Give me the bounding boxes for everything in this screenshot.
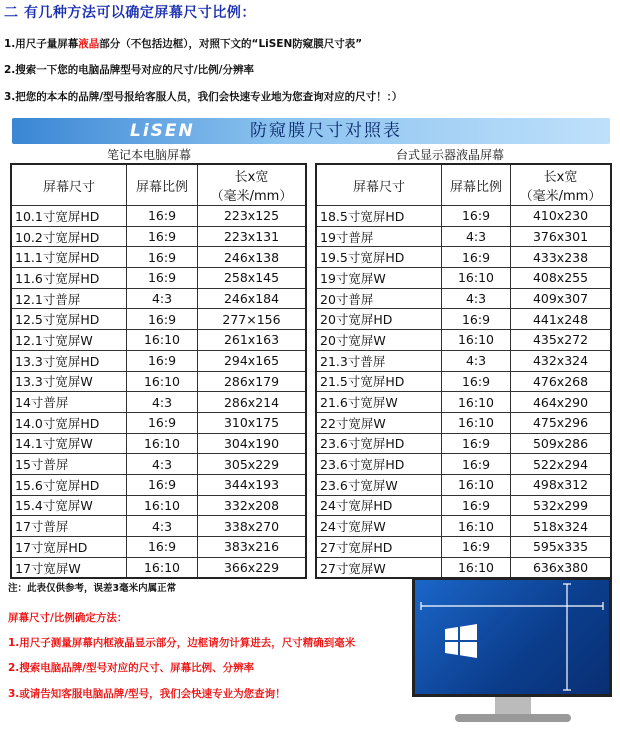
cell-size: 17寸宽屏HD [11,537,127,558]
cell-size: 11.1寸宽屏HD [11,247,127,268]
cell-dimensions: 277×156 [198,309,307,330]
cell-size: 23.6寸宽屏HD [316,454,442,475]
cell-dimensions: 223x125 [198,206,307,227]
cell-ratio: 16:10 [442,474,511,495]
header-size: 屏幕尺寸 [316,164,442,206]
cell-ratio: 4:3 [442,226,511,247]
cell-size: 12.5寸宽屏HD [11,309,127,330]
cell-size: 19寸宽屏W [316,268,442,289]
step-1 [4,36,362,51]
table-row [316,495,611,516]
cell-ratio: 16:10 [127,495,198,516]
cell-ratio: 16:9 [127,226,198,247]
cell-size: 23.6寸宽屏HD [316,433,442,454]
cell-ratio: 16:9 [442,495,511,516]
banner-title: 防窥膜尺寸对照表 [250,121,402,141]
cell-ratio: 16:10 [442,330,511,351]
cell-dimensions: 376x301 [511,226,612,247]
cell-dimensions: 338x270 [198,516,307,537]
table-row [316,288,611,309]
cell-dimensions: 305x229 [198,454,307,475]
cell-ratio: 16:10 [127,433,198,454]
table-row [316,226,611,247]
table-row [316,330,611,351]
laptop-size-table [10,163,307,579]
cell-ratio: 16:10 [442,412,511,433]
table-row [11,350,306,371]
cell-size: 17寸宽屏W [11,557,127,578]
cell-ratio: 16:10 [127,330,198,351]
table-header-row [316,164,611,206]
cell-dimensions: 223x131 [198,226,307,247]
laptop-caption: 笔记本电脑屏幕 [107,148,192,162]
table-row [11,412,306,433]
table-row [316,371,611,392]
header-dim-line2: （毫米/mm） [519,189,602,204]
cell-size: 10.2寸宽屏HD [11,226,127,247]
cell-dimensions: 246x184 [198,288,307,309]
methods-title: 屏幕尺寸/比例确定方法： [8,612,128,624]
cell-dimensions: 435x272 [511,330,612,351]
table-row [11,557,306,578]
cell-ratio: 16:10 [442,557,511,578]
table-row [11,454,306,475]
step-1-text-b: 部分（不包括边框），对照下文的“LiSEN防窥膜尺寸表” [99,38,363,50]
table-row [11,537,306,558]
table-row [316,350,611,371]
cell-ratio: 16:10 [127,557,198,578]
header-dim-line2: （毫米/mm） [210,189,293,204]
table-row [11,268,306,289]
table-row [11,288,306,309]
monitor-illustration [412,577,612,697]
cell-size: 20寸宽屏HD [316,309,442,330]
table-row [316,537,611,558]
cell-ratio: 16:9 [442,537,511,558]
cell-ratio: 4:3 [127,516,198,537]
cell-dimensions: 366x229 [198,557,307,578]
cell-size: 14寸普屏 [11,392,127,413]
cell-ratio: 16:10 [127,371,198,392]
table-row [11,226,306,247]
cell-ratio: 16:9 [442,309,511,330]
cell-ratio: 16:9 [127,247,198,268]
table-row [11,516,306,537]
step-1-text-a: 1.用尺子量屏幕 [4,38,79,50]
step-1-highlight: 液晶 [78,38,100,50]
cell-dimensions: 304x190 [198,433,307,454]
table-row [316,516,611,537]
table-row [11,206,306,227]
table-header-row [11,164,306,206]
table-row [316,268,611,289]
desktop-size-table [315,163,612,579]
cell-size: 27寸宽屏HD [316,537,442,558]
cell-size: 21.5寸宽屏HD [316,371,442,392]
cell-dimensions: 409x307 [511,288,612,309]
table-row [11,433,306,454]
table-row [316,557,611,578]
cell-ratio: 16:10 [442,392,511,413]
cell-size: 17寸普屏 [11,516,127,537]
cell-dimensions: 410x230 [511,206,612,227]
desktop-caption: 台式显示器液晶屏幕 [396,148,505,162]
cell-ratio: 16:9 [442,371,511,392]
cell-size: 21.6寸宽屏W [316,392,442,413]
brand-logo: LiSEN [130,121,195,141]
table-row [11,392,306,413]
cell-ratio: 4:3 [442,350,511,371]
method-3: 3.或请告知客服电脑品牌/型号，我们会快速专业为您查询！ [8,688,286,700]
cell-ratio: 16:9 [127,350,198,371]
header-ratio: 屏幕比例 [127,164,198,206]
table-note: 注：此表仅供参考，误差3毫米内属正常 [8,583,177,594]
method-1: 1.用尺子测量屏幕内框液晶显示部分，边框请勿计算进去，尺寸精确到毫米 [8,637,356,649]
cell-dimensions: 432x324 [511,350,612,371]
cell-ratio: 16:9 [442,454,511,475]
cell-dimensions: 433x238 [511,247,612,268]
cell-size: 18.5寸宽屏HD [316,206,442,227]
table-row [316,412,611,433]
step-3: 3.把您的本本的品牌/型号报给客服人员，我们会快速专业地为您查询对应的尺寸！：） [4,91,403,103]
windows-logo-icon [445,624,477,658]
cell-dimensions: 464x290 [511,392,612,413]
cell-dimensions: 294x165 [198,350,307,371]
cell-dimensions: 475x296 [511,412,612,433]
table-row [316,433,611,454]
cell-dimensions: 408x255 [511,268,612,289]
cell-ratio: 4:3 [127,392,198,413]
cell-ratio: 16:9 [127,474,198,495]
cell-size: 10.1寸宽屏HD [11,206,127,227]
cell-size: 24寸宽屏W [316,516,442,537]
cell-size: 19寸普屏 [316,226,442,247]
header-size: 屏幕尺寸 [11,164,127,206]
cell-size: 13.3寸宽屏HD [11,350,127,371]
cell-ratio: 16:9 [127,412,198,433]
table-row [316,392,611,413]
table-row [316,309,611,330]
cell-dimensions: 310x175 [198,412,307,433]
table-row [11,247,306,268]
cell-ratio: 16:9 [442,433,511,454]
table-row [11,495,306,516]
cell-ratio: 16:9 [127,268,198,289]
cell-dimensions: 286x214 [198,392,307,413]
cell-ratio: 16:10 [442,516,511,537]
table-row [316,247,611,268]
cell-dimensions: 509x286 [511,433,612,454]
cell-size: 23.6寸宽屏W [316,474,442,495]
monitor-base [455,714,571,722]
cell-dimensions: 518x324 [511,516,612,537]
cell-size: 14.0寸宽屏HD [11,412,127,433]
table-row [11,474,306,495]
cell-dimensions: 441x248 [511,309,612,330]
header-dim-line1: 长x宽 [234,170,269,185]
measurement-lines-icon [415,580,609,694]
header-dimensions [511,164,612,206]
cell-ratio: 16:9 [127,537,198,558]
cell-size: 24寸宽屏HD [316,495,442,516]
cell-dimensions: 246x138 [198,247,307,268]
table-row [11,330,306,351]
table-row [316,474,611,495]
header-dimensions [198,164,307,206]
cell-dimensions: 498x312 [511,474,612,495]
header-dim-line1: 长x宽 [543,170,578,185]
method-2: 2.搜索电脑品牌/型号对应的尺寸、屏幕比例、分辨率 [8,662,255,674]
cell-size: 20寸普屏 [316,288,442,309]
cell-ratio: 16:9 [127,206,198,227]
page-heading: 二 有几种方法可以确定屏幕尺寸比例： [4,5,256,21]
cell-ratio: 4:3 [442,288,511,309]
cell-size: 11.6寸宽屏HD [11,268,127,289]
cell-ratio: 4:3 [127,288,198,309]
cell-dimensions: 522x294 [511,454,612,475]
cell-size: 20寸宽屏W [316,330,442,351]
cell-size: 19.5寸宽屏HD [316,247,442,268]
table-row [11,371,306,392]
cell-dimensions: 332x208 [198,495,307,516]
header-ratio: 屏幕比例 [442,164,511,206]
cell-ratio: 16:10 [442,268,511,289]
cell-size: 14.1寸宽屏W [11,433,127,454]
cell-dimensions: 636x380 [511,557,612,578]
table-row [11,309,306,330]
cell-size: 12.1寸普屏 [11,288,127,309]
cell-ratio: 16:9 [442,206,511,227]
cell-dimensions: 261x163 [198,330,307,351]
cell-size: 15.6寸宽屏HD [11,474,127,495]
cell-size: 27寸宽屏W [316,557,442,578]
cell-ratio: 16:9 [127,309,198,330]
cell-dimensions: 532x299 [511,495,612,516]
step-2: 2.搜索一下您的电脑品牌型号对应的尺寸/比例/分辨率 [4,64,254,76]
cell-dimensions: 595x335 [511,537,612,558]
cell-size: 15寸普屏 [11,454,127,475]
table-row [316,206,611,227]
cell-dimensions: 258x145 [198,268,307,289]
cell-ratio: 16:9 [442,247,511,268]
cell-size: 15.4寸宽屏W [11,495,127,516]
cell-dimensions: 344x193 [198,474,307,495]
cell-dimensions: 476x268 [511,371,612,392]
cell-size: 21.3寸普屏 [316,350,442,371]
cell-size: 22寸宽屏W [316,412,442,433]
cell-size: 12.1寸宽屏W [11,330,127,351]
table-row [316,454,611,475]
cell-dimensions: 383x216 [198,537,307,558]
cell-dimensions: 286x179 [198,371,307,392]
cell-size: 13.3寸宽屏W [11,371,127,392]
cell-ratio: 4:3 [127,454,198,475]
